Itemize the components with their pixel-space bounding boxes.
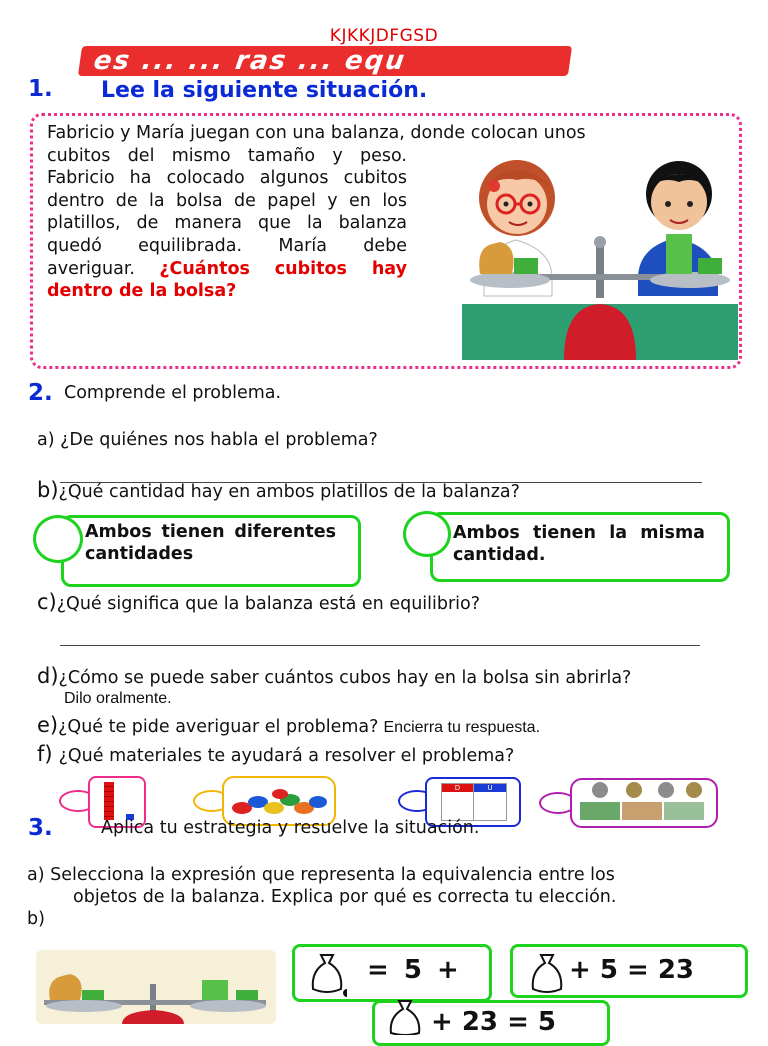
material-money-card[interactable] [570,778,718,828]
decorative-banner [78,46,572,76]
expression-3-text: + 23 = 5 [431,1007,556,1037]
section2-number: 2. [28,380,53,406]
option-different-text: Ambos tienen diferentes cantidades [85,522,336,564]
question-a-text: ¿De quiénes nos habla el problema? [60,430,378,450]
question-e-label: e) [37,713,59,737]
coins-bills-icon [572,780,716,826]
question-d [37,664,631,688]
question-3a-line1: a) Selecciona la expresión que representa la equivalencia entre los [27,865,615,885]
question-f-label: f) [37,742,53,766]
story-paragraph [47,122,586,303]
expression-1-text: = 5 + [367,955,462,985]
question-d-label: d) [37,664,59,688]
question-3a-label: a) [27,865,45,885]
story-line1: Fabricio y María juegan con una balanza, donde colocan unos [47,123,586,143]
answer-line-c [60,645,700,646]
expression-option-3[interactable] [372,1000,610,1046]
question-e-note: Encierra tu respuesta. [383,719,541,736]
question-b [37,478,520,502]
question-b-text: ¿Qué cantidad hay en ambos platillos de la balanza? [58,482,520,502]
expression-option-2[interactable] [510,944,748,998]
question-3a [27,864,739,908]
section3-title: Aplica tu estrategia y resuelve la situación. [101,818,480,838]
tablero-header-u: U [474,784,506,792]
balance-illustration [36,950,276,1024]
bag-icon [527,949,567,995]
question-c-text: ¿Qué significa que la balanza está en equilibrio? [56,594,481,614]
question-c [37,590,480,614]
question-f-text: ¿Qué materiales te ayudará a resolver el problema? [58,746,515,766]
question-a [37,430,378,450]
section1-title: Lee la siguiente situación. [101,78,428,103]
option-different-circle[interactable] [33,515,83,563]
option-same-circle[interactable] [403,511,451,557]
expression-option-1[interactable] [292,944,492,1002]
bag-icon [385,995,425,1035]
story-text: cubitos del mismo tamaño y peso. Fabricio ha colocado algunos cubitos dentro de la bolsa de papel y en los platillos, de manera que la balanza quedó equilibrada. María debe averiguar. [47,145,407,279]
children-balance-illustration [462,146,738,360]
tablero-icon [441,783,507,821]
question-c-label: c) [37,590,57,614]
question-d-text: ¿Cómo se puede saber cuántos cubos hay en la bolsa sin abrirla? [58,668,632,688]
question-f [37,742,514,766]
question-e-text: ¿Qué te pide averiguar el problema? [58,717,379,737]
section3-number: 3. [28,815,53,841]
question-3a-line2: objetos de la balanza. Explica por qué es correcta tu elección. [73,887,617,907]
top-code: KJKKJDFGSD [329,26,439,46]
question-d-note: Dilo oralmente. [64,690,172,707]
question-e [37,713,540,737]
bag-icon [307,949,347,997]
question-3b-label: b) [27,909,45,929]
base10-rod-icon [104,782,114,820]
banner-text: es ... ... ras ... equ [91,46,408,76]
question-b-label: b) [37,478,59,502]
story-question: ¿Cuántos cubitos hay dentro de la bolsa? [47,258,407,302]
section1-number: 1. [28,76,53,102]
tablero-header-d: D [442,784,473,792]
option-same-text: Ambos tienen la misma cantidad. [453,523,705,565]
question-a-label: a) [37,430,55,450]
expression-2-text: + 5 = 23 [569,955,694,985]
section2-title: Comprende el problema. [64,383,282,403]
